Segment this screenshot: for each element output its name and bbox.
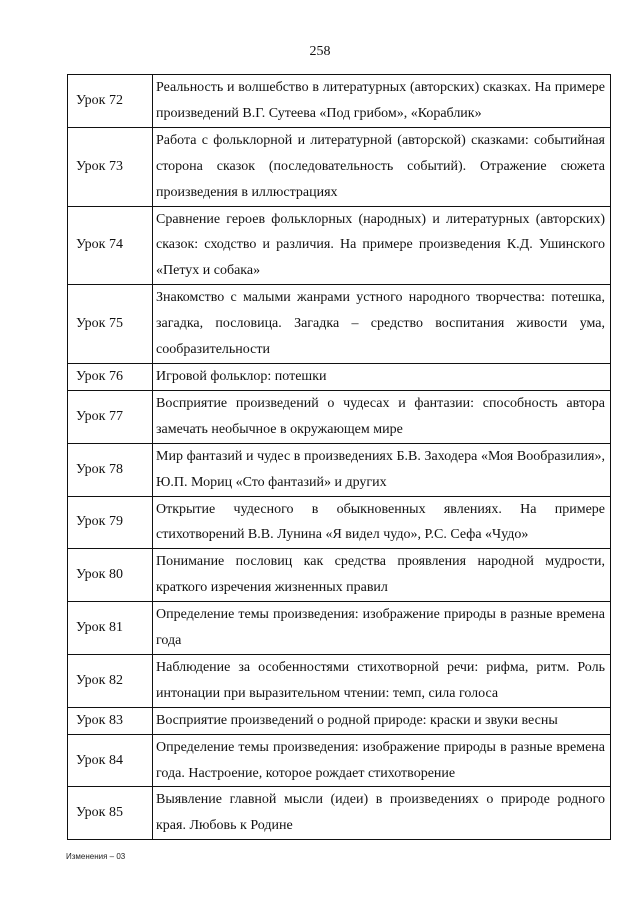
lesson-number: Урок 84: [68, 734, 153, 787]
table-row: [68, 363, 611, 390]
table-row: [68, 549, 611, 602]
table-row: [68, 443, 611, 496]
lesson-topic: Определение темы произведения: изображение природы в разные времена года. Настроение, которое рождает стихотворение: [153, 734, 611, 787]
lesson-topic: Работа с фольклорной и литературной (авторской) сказками: событийная сторона сказок (последовательность событий). Отражение сюжета произведения в иллюстрациях: [153, 127, 611, 206]
lesson-number: Урок 80: [68, 549, 153, 602]
lesson-topic: Восприятие произведений о родной природе: краски и звуки весны: [153, 707, 611, 734]
lesson-number: Урок 85: [68, 787, 153, 840]
lesson-number: Урок 79: [68, 496, 153, 549]
table-row: [68, 734, 611, 787]
lesson-topic: Наблюдение за особенностями стихотворной речи: рифма, ритм. Роль интонации при выразительном чтении: темп, сила голоса: [153, 654, 611, 707]
lesson-topic: Понимание пословиц как средства проявления народной мудрости, краткого изречения жизненных правил: [153, 549, 611, 602]
lesson-number: Урок 74: [68, 206, 153, 285]
table-row: [68, 654, 611, 707]
lesson-topic: Знакомство с малыми жанрами устного народного творчества: потешка, загадка, пословица. Загадка – средство воспитания живости ума, сообразительности: [153, 285, 611, 364]
table-row: [68, 496, 611, 549]
lesson-number: Урок 78: [68, 443, 153, 496]
lesson-topic: Игровой фольклор: потешки: [153, 363, 611, 390]
table-row: [68, 75, 611, 128]
table-row: [68, 127, 611, 206]
lesson-topic: Сравнение героев фольклорных (народных) и литературных (авторских) сказок: сходство и различия. На примере произведения К.Д. Ушинского «Петух и собака»: [153, 206, 611, 285]
table-row: [68, 206, 611, 285]
page-number: 258: [309, 44, 331, 59]
table-row: [68, 787, 611, 840]
table-row: [68, 602, 611, 655]
lesson-number: Урок 76: [68, 363, 153, 390]
lesson-topic: Открытие чудесного в обыкновенных явлениях. На примере стихотворений В.В. Лунина «Я видел чудо», Р.С. Сефа «Чудо»: [153, 496, 611, 549]
lesson-topic: Реальность и волшебство в литературных (авторских) сказках. На примере произведений В.Г. Сутеева «Под грибом», «Кораблик»: [153, 75, 611, 128]
lesson-number: Урок 83: [68, 707, 153, 734]
lesson-number: Урок 82: [68, 654, 153, 707]
lesson-topic: Выявление главной мысли (идеи) в произведениях о природе родного края. Любовь к Родине: [153, 787, 611, 840]
table-row: [68, 390, 611, 443]
lesson-topic: Восприятие произведений о чудесах и фантазии: способность автора замечать необычное в окружающем мире: [153, 390, 611, 443]
lesson-topic: Мир фантазий и чудес в произведениях Б.В. Заходера «Моя Вообразилия», Ю.П. Мориц «Сто фантазий» и других: [153, 443, 611, 496]
lesson-number: Урок 77: [68, 390, 153, 443]
lesson-number: Урок 73: [68, 127, 153, 206]
table-row: [68, 707, 611, 734]
table-row: [68, 285, 611, 364]
lessons-table: [67, 74, 611, 840]
lesson-number: Урок 81: [68, 602, 153, 655]
lesson-number: Урок 72: [68, 75, 153, 128]
footer-note: Изменения – 03: [66, 852, 126, 861]
lesson-topic: Определение темы произведения: изображение природы в разные времена года: [153, 602, 611, 655]
lesson-number: Урок 75: [68, 285, 153, 364]
